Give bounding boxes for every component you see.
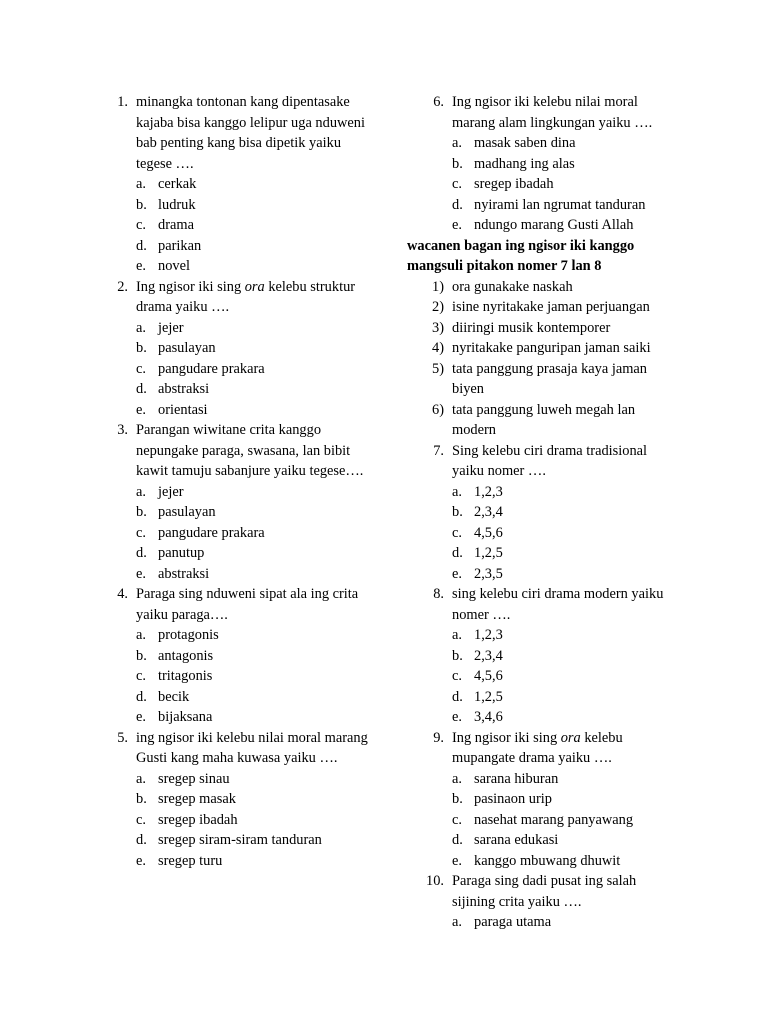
answer-option xyxy=(452,523,677,544)
option-text: 2,3,4 xyxy=(474,504,503,520)
option-text: 1,2,3 xyxy=(474,483,503,500)
answer-option xyxy=(452,564,677,585)
option-letter: a. xyxy=(136,483,146,500)
answer-option xyxy=(136,564,370,585)
option-text: sregep turu xyxy=(158,852,223,869)
question-emphasis: ora xyxy=(244,278,265,295)
option-letter: b. xyxy=(136,196,147,213)
question-1 xyxy=(108,92,370,277)
chart-item xyxy=(407,277,677,298)
answer-option xyxy=(136,195,370,216)
question-text: Paraga sing dadi pusat ing salah sijining crita yaiku …. xyxy=(452,873,637,910)
option-text: drama xyxy=(158,217,194,233)
question-10 xyxy=(424,871,677,933)
chart-item-text: tata panggung prasaja kaya jaman biyen xyxy=(452,360,647,397)
answer-options xyxy=(136,769,370,872)
question-number: 5. xyxy=(117,729,128,746)
question-7 xyxy=(424,441,677,585)
question-text: Paraga sing nduweni sipat ala ing crita yaiku paraga…. xyxy=(136,586,359,623)
option-letter: e. xyxy=(452,565,462,582)
option-text: pasinaon urip xyxy=(474,791,552,807)
option-text: pangudare prakara xyxy=(158,524,265,541)
option-letter: b. xyxy=(452,647,463,664)
answer-option xyxy=(452,912,677,933)
question-text: sing kelebu ciri drama modern yaiku nomer …. xyxy=(452,586,664,623)
answer-options xyxy=(452,912,677,933)
chart-item xyxy=(407,400,677,441)
option-text: jejer xyxy=(158,483,184,500)
left-column xyxy=(108,92,370,871)
option-text: 1,2,3 xyxy=(474,627,503,643)
chart-item-number: 5) xyxy=(432,360,444,377)
chart-instruction: wacanen bagan ing ngisor iki kanggo mangsuli pitakon nomer 7 lan 8 xyxy=(407,237,635,274)
answer-option xyxy=(452,707,677,728)
answer-option xyxy=(452,133,677,154)
option-text: masak saben dina xyxy=(474,135,576,151)
option-text: orientasi xyxy=(158,401,208,418)
option-letter: c. xyxy=(136,524,146,541)
option-text: jejer xyxy=(158,319,184,336)
answer-option xyxy=(136,687,370,708)
option-letter: a. xyxy=(136,319,146,336)
answer-option xyxy=(452,154,677,175)
question-text: Sing kelebu ciri drama tradisional yaiku nomer …. xyxy=(452,442,648,479)
question-text-part: Ing ngisor iki sing xyxy=(452,729,561,746)
answer-option xyxy=(452,195,677,216)
option-text: ndungo marang Gusti Allah xyxy=(474,217,634,233)
answer-option xyxy=(136,646,370,667)
option-text: sregep masak xyxy=(158,791,236,807)
option-text: sregep ibadah xyxy=(158,811,238,828)
answer-option xyxy=(452,482,677,503)
answer-option xyxy=(136,707,370,728)
option-letter: d. xyxy=(452,196,463,213)
option-text: abstraksi xyxy=(158,565,210,582)
option-text: antagonis xyxy=(158,647,214,664)
option-letter: e. xyxy=(136,565,146,582)
option-letter: d. xyxy=(452,545,463,561)
chart-item-text: nyritakake panguripan jaman saiki xyxy=(452,340,651,356)
option-text: madhang ing alas xyxy=(474,155,575,172)
chart-item xyxy=(407,297,677,318)
question-number: 1. xyxy=(117,94,128,110)
option-text: 4,5,6 xyxy=(474,668,503,684)
option-letter: e. xyxy=(136,258,146,274)
option-letter: d. xyxy=(136,688,147,705)
option-letter: c. xyxy=(452,668,462,684)
option-text: becik xyxy=(158,688,190,705)
chart-item-list xyxy=(407,277,677,441)
answer-option xyxy=(452,174,677,195)
question-text: Parangan wiwitane crita kanggo nepungake paraga, swasana, lan bibit kawit tamuju sabanjure yaiku tegese…. xyxy=(136,422,364,479)
chart-item-text: ora gunakake naskah xyxy=(452,278,573,295)
chart-item-text: tata panggung luweh megah lan modern xyxy=(452,401,636,438)
option-text: sregep ibadah xyxy=(474,176,554,192)
option-text: 3,4,6 xyxy=(474,709,503,725)
chart-item-number: 2) xyxy=(432,299,444,315)
option-letter: c. xyxy=(136,360,146,377)
answer-option xyxy=(452,215,677,236)
option-letter: e. xyxy=(452,217,462,233)
chart-item-number: 4) xyxy=(432,340,444,356)
option-text: abstraksi xyxy=(158,381,210,397)
option-letter: d. xyxy=(136,545,147,561)
option-letter: a. xyxy=(136,627,146,643)
option-text: 2,3,4 xyxy=(474,647,503,664)
answer-options xyxy=(136,174,370,277)
question-text: Ing ngisor iki kelebu nilai moral marang alam lingkungan yaiku …. xyxy=(452,94,653,131)
option-text: sregep siram-siram tanduran xyxy=(158,832,322,848)
answer-option xyxy=(452,666,677,687)
question-number: 3. xyxy=(117,422,128,438)
option-letter: a. xyxy=(452,135,462,151)
option-letter: d. xyxy=(136,237,147,254)
chart-item-text: diiringi musik kontemporer xyxy=(452,319,611,336)
option-text: ludruk xyxy=(158,196,196,213)
answer-option xyxy=(452,646,677,667)
answer-options xyxy=(136,625,370,728)
option-letter: a. xyxy=(452,627,462,643)
answer-option xyxy=(452,810,677,831)
answer-option xyxy=(452,851,677,872)
question-number: 8. xyxy=(433,586,444,602)
option-letter: e. xyxy=(452,709,462,725)
answer-option xyxy=(136,543,370,564)
answer-option xyxy=(136,502,370,523)
question-text-part: kelebu mupangate drama yaiku …. xyxy=(452,729,623,766)
question-2 xyxy=(108,277,370,421)
option-text: parikan xyxy=(158,237,202,254)
question-9 xyxy=(424,728,677,872)
option-letter: e. xyxy=(452,852,462,869)
option-text: pasulayan xyxy=(158,504,216,520)
option-letter: d. xyxy=(136,381,147,397)
option-letter: a. xyxy=(136,176,146,192)
option-letter: e. xyxy=(136,709,146,725)
right-column xyxy=(407,92,677,933)
answer-option xyxy=(136,830,370,851)
option-letter: b. xyxy=(452,791,463,807)
question-text: minangka tontonan kang dipentasake kajaba bisa kanggo lelipur uga nduweni bab penting kang bisa dipetik yaiku tegese …. xyxy=(136,94,365,172)
option-text: tritagonis xyxy=(158,668,213,684)
option-text: pangudare prakara xyxy=(158,360,265,377)
question-text-part: kelebu struktur drama yaiku …. xyxy=(136,278,356,315)
option-letter: b. xyxy=(136,791,147,807)
option-text: 4,5,6 xyxy=(474,524,503,541)
option-letter: a. xyxy=(452,770,462,787)
option-text: cerkak xyxy=(158,176,197,192)
option-text: protagonis xyxy=(158,627,219,643)
question-text-part: Ing ngisor iki sing xyxy=(136,278,245,295)
question-text xyxy=(136,277,370,318)
answer-option xyxy=(452,789,677,810)
option-text: pasulayan xyxy=(158,340,216,356)
option-text: 1,2,5 xyxy=(474,688,503,705)
option-text: sregep sinau xyxy=(158,770,230,787)
answer-option xyxy=(452,830,677,851)
answer-option xyxy=(136,174,370,195)
answer-option xyxy=(136,523,370,544)
answer-option xyxy=(136,789,370,810)
option-letter: c. xyxy=(452,811,462,828)
option-text: 2,3,5 xyxy=(474,565,503,582)
option-text: nasehat marang panyawang xyxy=(474,811,634,828)
answer-option xyxy=(136,236,370,257)
answer-options xyxy=(452,133,677,236)
option-letter: c. xyxy=(136,668,146,684)
question-number: 9. xyxy=(433,729,444,746)
option-letter: e. xyxy=(136,401,146,418)
answer-options xyxy=(452,769,677,872)
chart-item-number: 6) xyxy=(432,401,444,418)
answer-option xyxy=(136,666,370,687)
question-6 xyxy=(424,92,677,236)
question-number: 7. xyxy=(433,442,444,459)
option-letter: e. xyxy=(136,852,146,869)
answer-options xyxy=(136,318,370,421)
option-letter: c. xyxy=(452,176,462,192)
answer-option xyxy=(452,687,677,708)
option-letter: a. xyxy=(452,914,462,930)
option-text: novel xyxy=(158,258,190,274)
option-text: 1,2,5 xyxy=(474,545,503,561)
question-number: 2. xyxy=(117,278,128,295)
option-letter: c. xyxy=(136,811,146,828)
option-letter: d. xyxy=(136,832,147,848)
answer-option xyxy=(136,625,370,646)
answer-option xyxy=(136,215,370,236)
question-5 xyxy=(108,728,370,872)
answer-option xyxy=(136,379,370,400)
answer-option xyxy=(452,502,677,523)
answer-option xyxy=(452,769,677,790)
option-letter: b. xyxy=(452,155,463,172)
option-letter: a. xyxy=(136,770,146,787)
option-text: bijaksana xyxy=(158,709,213,725)
answer-option xyxy=(136,318,370,339)
option-text: sarana hiburan xyxy=(474,770,559,787)
option-letter: d. xyxy=(452,688,463,705)
answer-option xyxy=(136,256,370,277)
option-letter: b. xyxy=(136,647,147,664)
chart-item xyxy=(407,338,677,359)
option-text: paraga utama xyxy=(474,914,552,930)
option-text: panutup xyxy=(158,545,205,561)
answer-option xyxy=(136,810,370,831)
chart-item-number: 1) xyxy=(432,278,444,295)
answer-option xyxy=(136,338,370,359)
answer-option xyxy=(136,851,370,872)
question-text xyxy=(452,728,677,769)
answer-option xyxy=(452,543,677,564)
question-number: 6. xyxy=(433,94,444,110)
question-emphasis: ora xyxy=(560,729,581,746)
option-text: nyirami lan ngrumat tanduran xyxy=(474,196,646,213)
answer-option xyxy=(136,359,370,380)
question-number: 10. xyxy=(426,873,444,889)
question-8 xyxy=(424,584,677,728)
answer-options xyxy=(452,482,677,585)
answer-options xyxy=(452,625,677,728)
chart-item-number: 3) xyxy=(432,319,444,336)
answer-options xyxy=(136,482,370,585)
option-letter: b. xyxy=(136,504,147,520)
option-letter: b. xyxy=(452,504,463,520)
answer-option xyxy=(452,625,677,646)
chart-item xyxy=(407,359,677,400)
option-letter: b. xyxy=(136,340,147,356)
option-letter: a. xyxy=(452,483,462,500)
option-letter: d. xyxy=(452,832,463,848)
chart-item xyxy=(407,318,677,339)
answer-option xyxy=(136,769,370,790)
chart-item-text: isine nyritakake jaman perjuangan xyxy=(452,299,650,315)
question-number: 4. xyxy=(117,586,128,602)
answer-option xyxy=(136,400,370,421)
option-letter: c. xyxy=(452,524,462,541)
option-letter: c. xyxy=(136,217,146,233)
question-3 xyxy=(108,420,370,584)
option-text: sarana edukasi xyxy=(474,832,559,848)
option-text: kanggo mbuwang dhuwit xyxy=(474,852,621,869)
answer-option xyxy=(136,482,370,503)
question-text: ing ngisor iki kelebu nilai moral marang Gusti kang maha kuwasa yaiku …. xyxy=(136,729,368,766)
question-4 xyxy=(108,584,370,728)
